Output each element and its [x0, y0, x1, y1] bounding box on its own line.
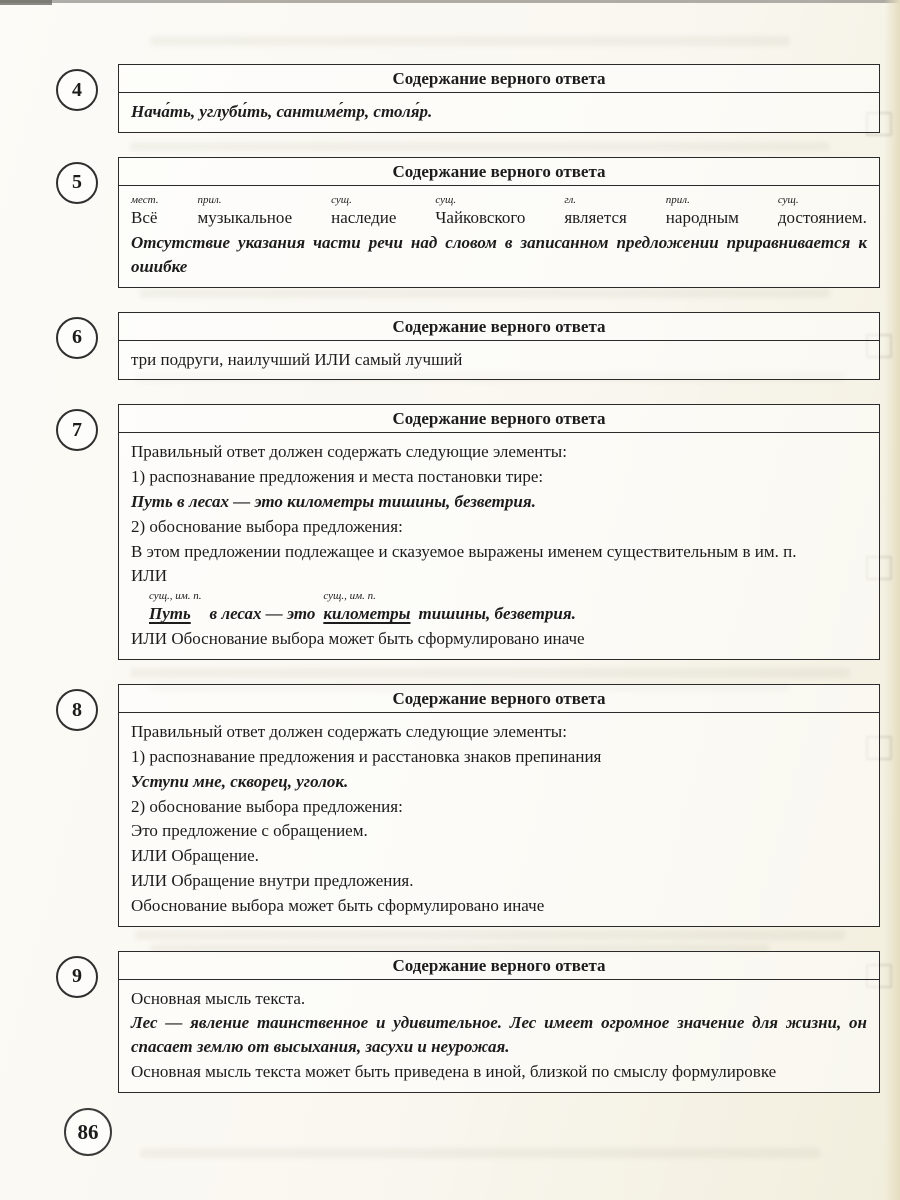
item-number-badge: 9 — [56, 956, 98, 998]
scan-edge-right — [884, 0, 900, 1200]
answer-item-7 — [72, 404, 880, 660]
answer-table — [118, 404, 880, 660]
tagged-word — [418, 590, 575, 624]
table-body — [119, 713, 879, 925]
or-line: ИЛИ — [131, 566, 168, 586]
pos-label: сущ. — [331, 193, 352, 206]
item-number-badge: 8 — [56, 689, 98, 731]
answer-table — [118, 64, 880, 133]
answer-item-6 — [72, 312, 880, 381]
answer-text: Нача́ть, углуби́ть, сантиме́тр, столя́р. — [131, 102, 433, 121]
tagged-word — [210, 590, 316, 624]
intro-line: Правильный ответ должен содержать следующие элементы: — [131, 722, 567, 742]
note-line: Основная мысль текста может быть приведена в иной, близкой по смыслу формулировке — [131, 1062, 777, 1082]
table-header: Содержание верного ответа — [119, 65, 879, 93]
intro-line: Правильный ответ должен содержать следующие элементы: — [131, 442, 567, 462]
pos-label: прил. — [197, 193, 222, 206]
scan-edge-corner — [0, 0, 52, 5]
tagged-word — [666, 194, 739, 228]
page-number: 86 — [64, 1108, 112, 1156]
answer-table — [118, 951, 880, 1093]
answer-table — [118, 684, 880, 926]
example-sentence: Путь в лесах — это километры тишины, безветрия. — [131, 492, 536, 512]
pos-label: прил. — [665, 193, 690, 206]
table-body — [119, 186, 879, 287]
tagged-word — [435, 194, 525, 228]
or-line-2: ИЛИ Обращение внутри предложения. — [131, 871, 414, 891]
word: народным — [665, 207, 739, 227]
tagged-word — [564, 194, 626, 228]
table-header: Содержание верного ответа — [119, 685, 879, 713]
main-idea: Лес — явление таинственное и удивительное. Лес имеет огромное значение для жизни, он спасает землю от высыхания, засухи и неурожая. — [131, 1013, 867, 1057]
word: достоянием. — [777, 207, 867, 227]
word: наследие — [331, 207, 397, 227]
example-sentence: Уступи мне, скворец, уголок. — [131, 771, 349, 791]
answer-item-8 — [72, 684, 880, 926]
pos-label: сущ. — [435, 193, 457, 206]
word: является — [564, 207, 627, 227]
answer-item-4 — [72, 64, 880, 133]
pos-label — [418, 590, 575, 603]
explanation: Это предложение с обращением. — [131, 821, 368, 841]
table-body — [119, 341, 879, 380]
pos-tagged-sentence — [131, 194, 867, 228]
final-line: Обоснование выбора может быть сформулировано иначе — [131, 895, 545, 915]
point-2: 2) обоснование выбора предложения: — [131, 516, 403, 536]
table-body — [119, 93, 879, 132]
title-line: Основная мысль текста. — [131, 988, 306, 1008]
annotated-example — [131, 590, 867, 624]
tagged-word — [197, 194, 292, 228]
point-2: 2) обоснование выбора предложения: — [131, 796, 403, 816]
point-1: 1) распознавание предложения и места постановки тире: — [131, 467, 544, 487]
explanation: В этом предложении подлежащее и сказуемое выражены именем существительным в им. п. — [131, 541, 797, 561]
item-number-badge: 5 — [56, 162, 98, 204]
answer-text: три подруги, наилучший ИЛИ самый лучший — [131, 349, 463, 369]
item-number-badge: 7 — [56, 409, 98, 451]
table-header: Содержание верного ответа — [119, 313, 879, 341]
word: Чайковского — [435, 207, 526, 227]
word: Всё — [131, 207, 158, 227]
pos-label: сущ., им. п. — [149, 590, 202, 603]
answer-item-5 — [72, 157, 880, 288]
answer-item-9 — [72, 951, 880, 1093]
point-1: 1) распознавание предложения и расстановка знаков препинания — [131, 747, 602, 767]
table-body — [119, 980, 879, 1092]
word: километры — [323, 604, 411, 624]
word: Путь — [149, 604, 191, 624]
word: в лесах — это — [209, 604, 316, 624]
tagged-word — [131, 194, 158, 228]
pos-label — [210, 590, 316, 603]
pos-label: сущ. — [777, 193, 799, 206]
item-number-badge: 4 — [56, 69, 98, 111]
answer-table — [118, 312, 880, 381]
or-alt-line: ИЛИ Обоснование выбора может быть сформулировано иначе — [131, 629, 585, 649]
word: тишины, безветрия. — [418, 604, 576, 624]
tagged-word — [331, 194, 396, 228]
bleed-artifact — [140, 1148, 820, 1158]
word: музыкальное — [197, 207, 293, 227]
page-content — [72, 0, 880, 1117]
table-header: Содержание верного ответа — [119, 158, 879, 186]
tagged-word — [149, 590, 202, 624]
answer-table — [118, 157, 880, 288]
pos-label: гл. — [564, 193, 577, 206]
table-header: Содержание верного ответа — [119, 405, 879, 433]
pos-label: сущ., им. п. — [323, 590, 376, 603]
note-text: Отсутствие указания части речи над словом в записанном предложении приравнивается к ошибке — [131, 233, 867, 276]
table-body — [119, 433, 879, 659]
table-header: Содержание верного ответа — [119, 952, 879, 980]
pos-label: мест. — [131, 193, 159, 206]
tagged-word — [778, 194, 867, 228]
tagged-word — [323, 590, 410, 624]
or-line-1: ИЛИ Обращение. — [131, 846, 259, 866]
item-number-badge: 6 — [56, 317, 98, 359]
